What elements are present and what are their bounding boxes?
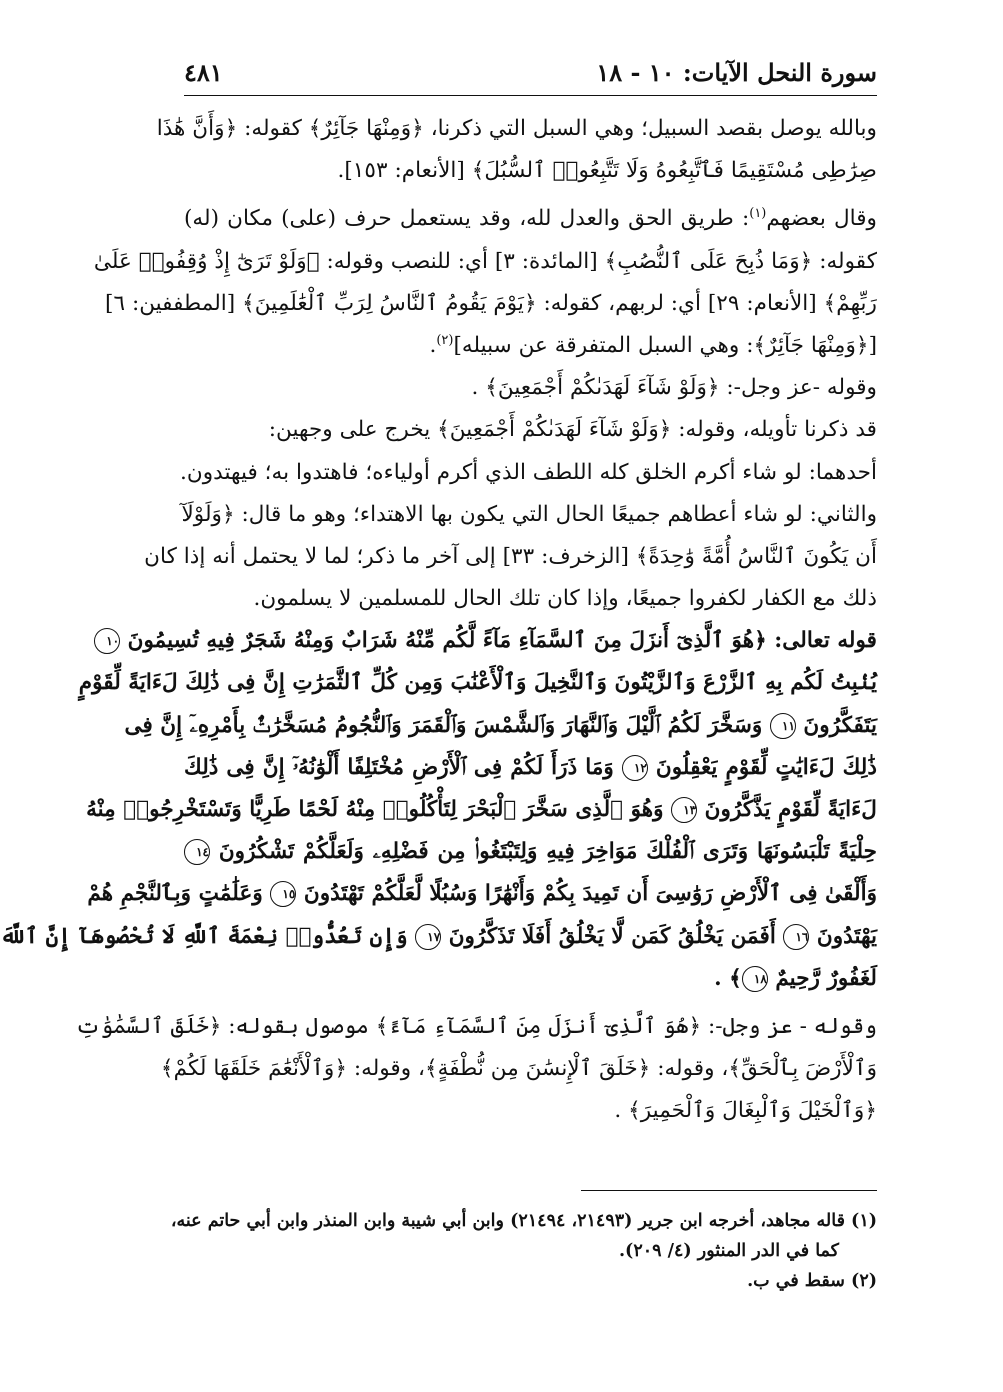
verse-number-marker: ١٥ <box>270 881 296 907</box>
footnote-ref: (١) <box>749 206 767 222</box>
quran-line: يَهْتَدُونَ ١٦ أَفَمَن يَخْلُقُ كَمَن لَّا يَخْلُقُ أَفَلَا تَذَكَّرُونَ ١٧ وَإِن تَعُدُّوا۟ نِعْمَةَ ٱللَّهِ لَا تُحْصُوهَآ إِنَّ ٱللَّهَ <box>0 923 877 949</box>
footnote-separator <box>581 1190 877 1191</box>
text-line: ذلك مع الكفار لكفروا جميعًا، وإذا كان تلك الحال للمسلمين لا يسلمون. <box>253 586 877 612</box>
text-line: والثاني: لو شاء أعطاهم جميعًا الحال التي يكون بها الاهتداء؛ وهو ما قال: ﴿وَلَوْلَآ <box>181 501 877 527</box>
text-line: صِرَٰطِى مُسْتَقِيمًا فَٱتَّبِعُوهُ وَلَا تَتَّبِعُوا۟ ٱلسُّبُلَ﴾ [الأنعام: ١٥٣]. <box>337 158 877 184</box>
running-title: سورة النحل الآيات: ١٠ - ١٨ <box>596 58 877 87</box>
verse-number-marker: ١١ <box>770 713 796 739</box>
header-rule <box>184 95 877 96</box>
quran-line: لَءَايَةً لِّقَوْمٍ يَذَّكَّرُونَ ١٣ وَهُوَ ٱلَّذِى سَخَّرَ ٱلْبَحْرَ لِتَأْكُلُوا۟ مِنْهُ لَحْمًا طَرِيًّا وَتَسْتَخْرِجُوا۟ مِنْهُ <box>86 797 877 822</box>
quran-line: حِلْيَةً تَلْبَسُونَهَا وَتَرَى ٱلْفُلْكَ مَوَاخِرَ فِيهِ وَلِتَبْتَغُوا۟ مِن فَضْلِهِۦ وَلَعَلَّكُمْ تَشْكُرُونَ ١٤ <box>184 831 877 873</box>
verse-number-marker: ١٤ <box>184 839 210 865</box>
text-line: وقوله - عز وجل-: ﴿هُوَ ٱلَّذِىٓ أَنزَلَ مِنَ ٱلسَّمَآءِ مَآءً﴾ موصول بقوله: ﴿خَلَقَ ٱلسَّمَٰوَٰتِ <box>75 1013 877 1039</box>
footnote-1-continued: كما في الدر المنثور (٤/ ٢٠٩). <box>618 1241 839 1261</box>
footnote-1: (١) قاله مجاهد، أخرجه ابن جرير (٢١٤٩٣، ٢١٤٩٤) وابن أبي شيبة وابن المنذر وابن أبي حاتم عنه، <box>170 1211 877 1231</box>
text-line: أَن يَكُونَ ٱلنَّاسُ أُمَّةً وَٰحِدَةً﴾ [الزخرف: ٣٣] إلى آخر ما ذكر؛ لما لا يحتمل أنه إذا كان <box>144 543 877 569</box>
quran-line: لَغَفُورٌ رَّحِيمٌ ١٨﴾ . <box>714 965 877 991</box>
footnote-ref: (٢) <box>436 332 454 348</box>
quran-line: يَتَفَكَّرُونَ ١١ وَسَخَّرَ لَكُمُ ٱلَّيْلَ وَٱلنَّهَارَ وَٱلشَّمْسَ وَٱلْقَمَرَ وَٱلنُّجُومُ مُسَخَّرَٰتٌۢ بِأَمْرِهِۦٓ إِنَّ فِى <box>124 712 877 738</box>
page-header <box>184 52 877 96</box>
quran-line: قوله تعالى: ﴿هُوَ ٱلَّذِىٓ أَنزَلَ مِنَ ٱلسَّمَآءِ مَآءً لَّكُم مِّنْهُ شَرَابٌ وَمِنْهُ شَجَرٌ فِيهِ تُسِيمُونَ ١٠ <box>184 620 877 662</box>
text-line: وبالله يوصل بقصد السبيل؛ وهي السبل التي ذكرنا، ﴿وَمِنْهَا جَآئِرٌ﴾ كقوله: ﴿وَأَنَّ هَٰذَا <box>156 116 877 141</box>
text-line: أحدهما: لو شاء أكرم الخلق كله اللطف الذي أكرم أولياءه؛ فاهتدوا به؛ فيهتدون. <box>180 459 877 485</box>
text-line: [﴿وَمِنْهَا جَآئِرٌ﴾: وهي السبل المتفرقة عن سبيله]$^{(٢)}$. <box>429 332 877 358</box>
text-line: قد ذكرنا تأويله، وقوله: ﴿وَلَوْ شَآءَ لَهَدَىٰكُمْ أَجْمَعِينَ﴾ يخرج على وجهين: <box>268 417 877 443</box>
verse-number-marker: ١٦ <box>783 924 809 950</box>
text-line: كقوله: ﴿وَمَا ذُبِحَ عَلَى ٱلنُّصُبِ﴾ [المائدة: ٣] أي: للنصب وقوله: ﴿وَلَوْ تَرَىٰٓ إِذْ وُقِفُوا۟ عَلَىٰ <box>93 248 877 274</box>
text-line: وَٱلْأَرْضَ بِٱلْحَقِّ﴾، وقوله: ﴿خَلَقَ ٱلْإِنسَٰنَ مِن نُّطْفَةٍ﴾، وقوله: ﴿وَٱلْأَنْعَٰمَ خَلَقَهَا لَكُمْ﴾ <box>160 1056 877 1082</box>
text-line: وقال بعضهم$^{(١)}$: طريق الحق والعدل لله، وقد يستعمل حرف (على) مكان (له) <box>184 206 877 232</box>
footnote-2: (٢) سقط في ب. <box>747 1271 877 1291</box>
text-line: رَبِّهِمْ﴾ [الأنعام: ٢٩] أي: لربهم، كقوله: ﴿يَوْمَ يَقُومُ ٱلنَّاسُ لِرَبِّ ٱلْعَٰلَمِينَ﴾ [المطففين: ٦] <box>105 290 877 316</box>
text-line: وقوله -عز وجل-: ﴿وَلَوْ شَآءَ لَهَدَىٰكُمْ أَجْمَعِينَ﴾ . <box>471 375 877 401</box>
quran-line: ذَٰلِكَ لَءَايَٰتٍ لِّقَوْمٍ يَعْقِلُونَ ١٢ وَمَا ذَرَأَ لَكُمْ فِى ٱلْأَرْضِ مُخْتَلِفًا أَلْوَٰنُهُۥٓ إِنَّ فِى ذَٰلِكَ <box>184 754 877 780</box>
page-body <box>0 108 877 1133</box>
text-line: ﴿وَٱلْخَيْلَ وَٱلْبِغَالَ وَٱلْحَمِيرَ﴾ . <box>614 1098 877 1124</box>
footnotes <box>170 1206 877 1296</box>
page-number: ٤٨١ <box>184 58 223 87</box>
quran-label: قوله تعالى: <box>774 628 877 654</box>
verse-number-marker: ١٢ <box>622 755 648 781</box>
quran-line: وَأَلْقَىٰ فِى ٱلْأَرْضِ رَوَٰسِىَ أَن تَمِيدَ بِكُمْ وَأَنْهَٰرًا وَسُبُلًا لَّعَلَّكُمْ تَهْتَدُونَ ١٥ وَعَلَٰمَٰتٍ وَبِٱلنَّجْمِ هُمْ <box>87 881 877 907</box>
verse-number-marker: ١٧ <box>415 924 441 950</box>
quran-line: يُنۢبِتُ لَكُم بِهِ ٱلزَّرْعَ وَٱلزَّيْتُونَ وَٱلنَّخِيلَ وَٱلْأَعْنَٰبَ وَمِن كُلِّ ٱلثَّمَرَٰتِ إِنَّ فِى ذَٰلِكَ لَءَايَةً لِّقَوْمٍ <box>78 670 877 696</box>
verse-number-marker: ١٣ <box>671 797 697 823</box>
verse-number-marker: ١٠ <box>94 628 120 654</box>
verse-number-marker: ١٨ <box>742 966 768 992</box>
